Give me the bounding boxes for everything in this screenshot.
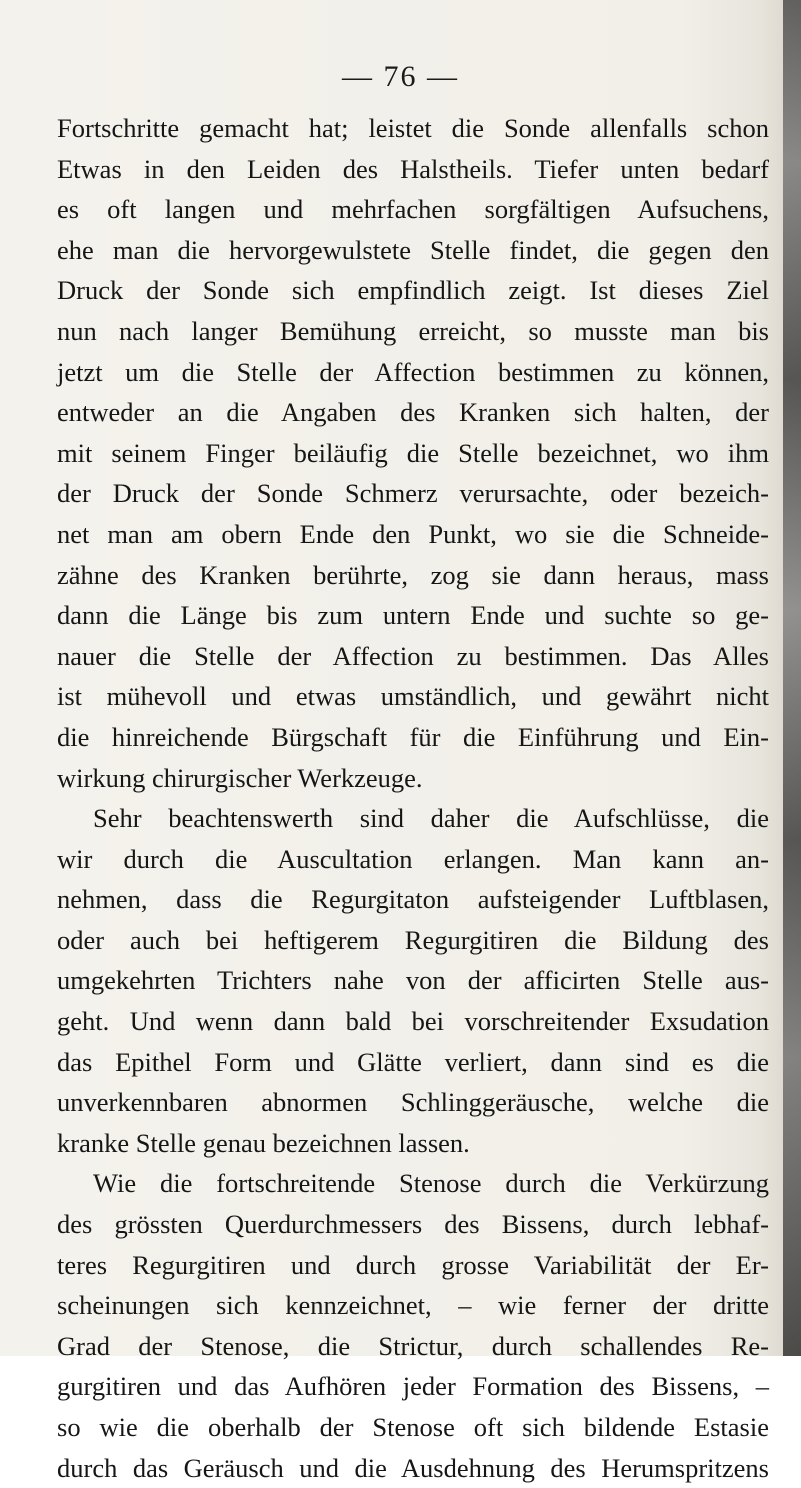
text-line: oder auch bei heftigerem Regurgitiren die Bildung des: [57, 924, 769, 955]
text-line: mit seinem Finger beiläufig die Stelle bezeichnet, wo ihm: [57, 437, 769, 468]
text-line: nauer die Stelle der Affection zu bestimmen. Das Alles: [57, 640, 769, 671]
text-line: die hinreichende Bürgschaft für die Einführung und Ein-: [57, 721, 769, 752]
text-line: Fortschritte gemacht hat; leistet die Sonde allenfalls schon: [57, 113, 769, 143]
text-line: wirkung chirurgischer Werkzeuge.: [57, 762, 423, 793]
text-line: teres Regurgitiren und durch grosse Variabilität der Er-: [57, 1249, 769, 1280]
text-line: net man am obern Ende den Punkt, wo sie die Schneide-: [57, 518, 769, 549]
text-line: geht. Und wenn dann bald bei vorschreitender Exsudation: [57, 1006, 769, 1037]
text-line: kranke Stelle genau bezeichnen lassen.: [57, 1127, 470, 1158]
text-line: der Druck der Sonde Schmerz verursachte, oder bezeich-: [57, 478, 769, 509]
text-line: nun nach langer Bemühung erreicht, so musste man bis: [57, 315, 769, 346]
text-line: scheinungen sich kennzeichnet, – wie ferner der dritte: [57, 1290, 769, 1321]
text-line: durch das Geräusch und die Ausdehnung des Herumspritzens: [57, 1452, 769, 1483]
page-number: — 76 —: [342, 60, 459, 93]
text-line: des grössten Querdurchmessers des Bissens, durch lebhaf-: [57, 1209, 769, 1240]
text-line: so wie die oberhalb der Stenose oft sich bildende Estasie: [57, 1412, 769, 1442]
text-line: unverkennbaren abnormen Schlinggeräusche, welche die: [57, 1087, 769, 1118]
text-line: nehmen, dass die Regurgitaton aufsteigender Luftblasen,: [57, 884, 769, 915]
text-line: wir durch die Auscultation erlangen. Man kann an-: [57, 843, 769, 874]
text-line: dann die Länge bis zum untern Ende und suchte so ge-: [57, 600, 769, 631]
text-line: Etwas in den Leiden des Halstheils. Tiefer unten bedarf: [57, 153, 769, 184]
text-line: jetzt um die Stelle der Affection bestimmen zu können,: [57, 356, 769, 387]
text-line: gurgitiren und das Aufhören jeder Formation des Bissens, –: [57, 1371, 769, 1402]
text-line: ehe man die hervorgewulstete Stelle findet, die gegen den: [57, 234, 769, 265]
text-line: das Epithel Form und Glätte verliert, dann sind es die: [57, 1046, 769, 1077]
body-text: [57, 108, 769, 1488]
text-line: zähne des Kranken berührte, zog sie dann heraus, mass: [57, 559, 769, 590]
text-line: umgekehrten Trichters nahe von der afficirten Stelle aus-: [57, 965, 769, 996]
text-line: Sehr beachtenswerth sind daher die Aufschlüsse, die: [93, 803, 769, 834]
text-line: Druck der Sonde sich empfindlich zeigt. Ist dieses Ziel: [57, 275, 769, 306]
text-line: es oft langen und mehrfachen sorgfältigen Aufsuchens,: [57, 194, 769, 225]
text-line: Wie die fortschreitende Stenose durch die Verkürzung: [93, 1168, 769, 1199]
text-line: ist mühevoll und etwas umständlich, und gewährt nicht: [57, 681, 769, 712]
page-edge-shadow: [783, 0, 801, 1356]
text-line: entweder an die Angaben des Kranken sich halten, der: [57, 397, 769, 428]
text-line: Grad der Stenose, die Strictur, durch schallendes Re-: [57, 1330, 769, 1361]
